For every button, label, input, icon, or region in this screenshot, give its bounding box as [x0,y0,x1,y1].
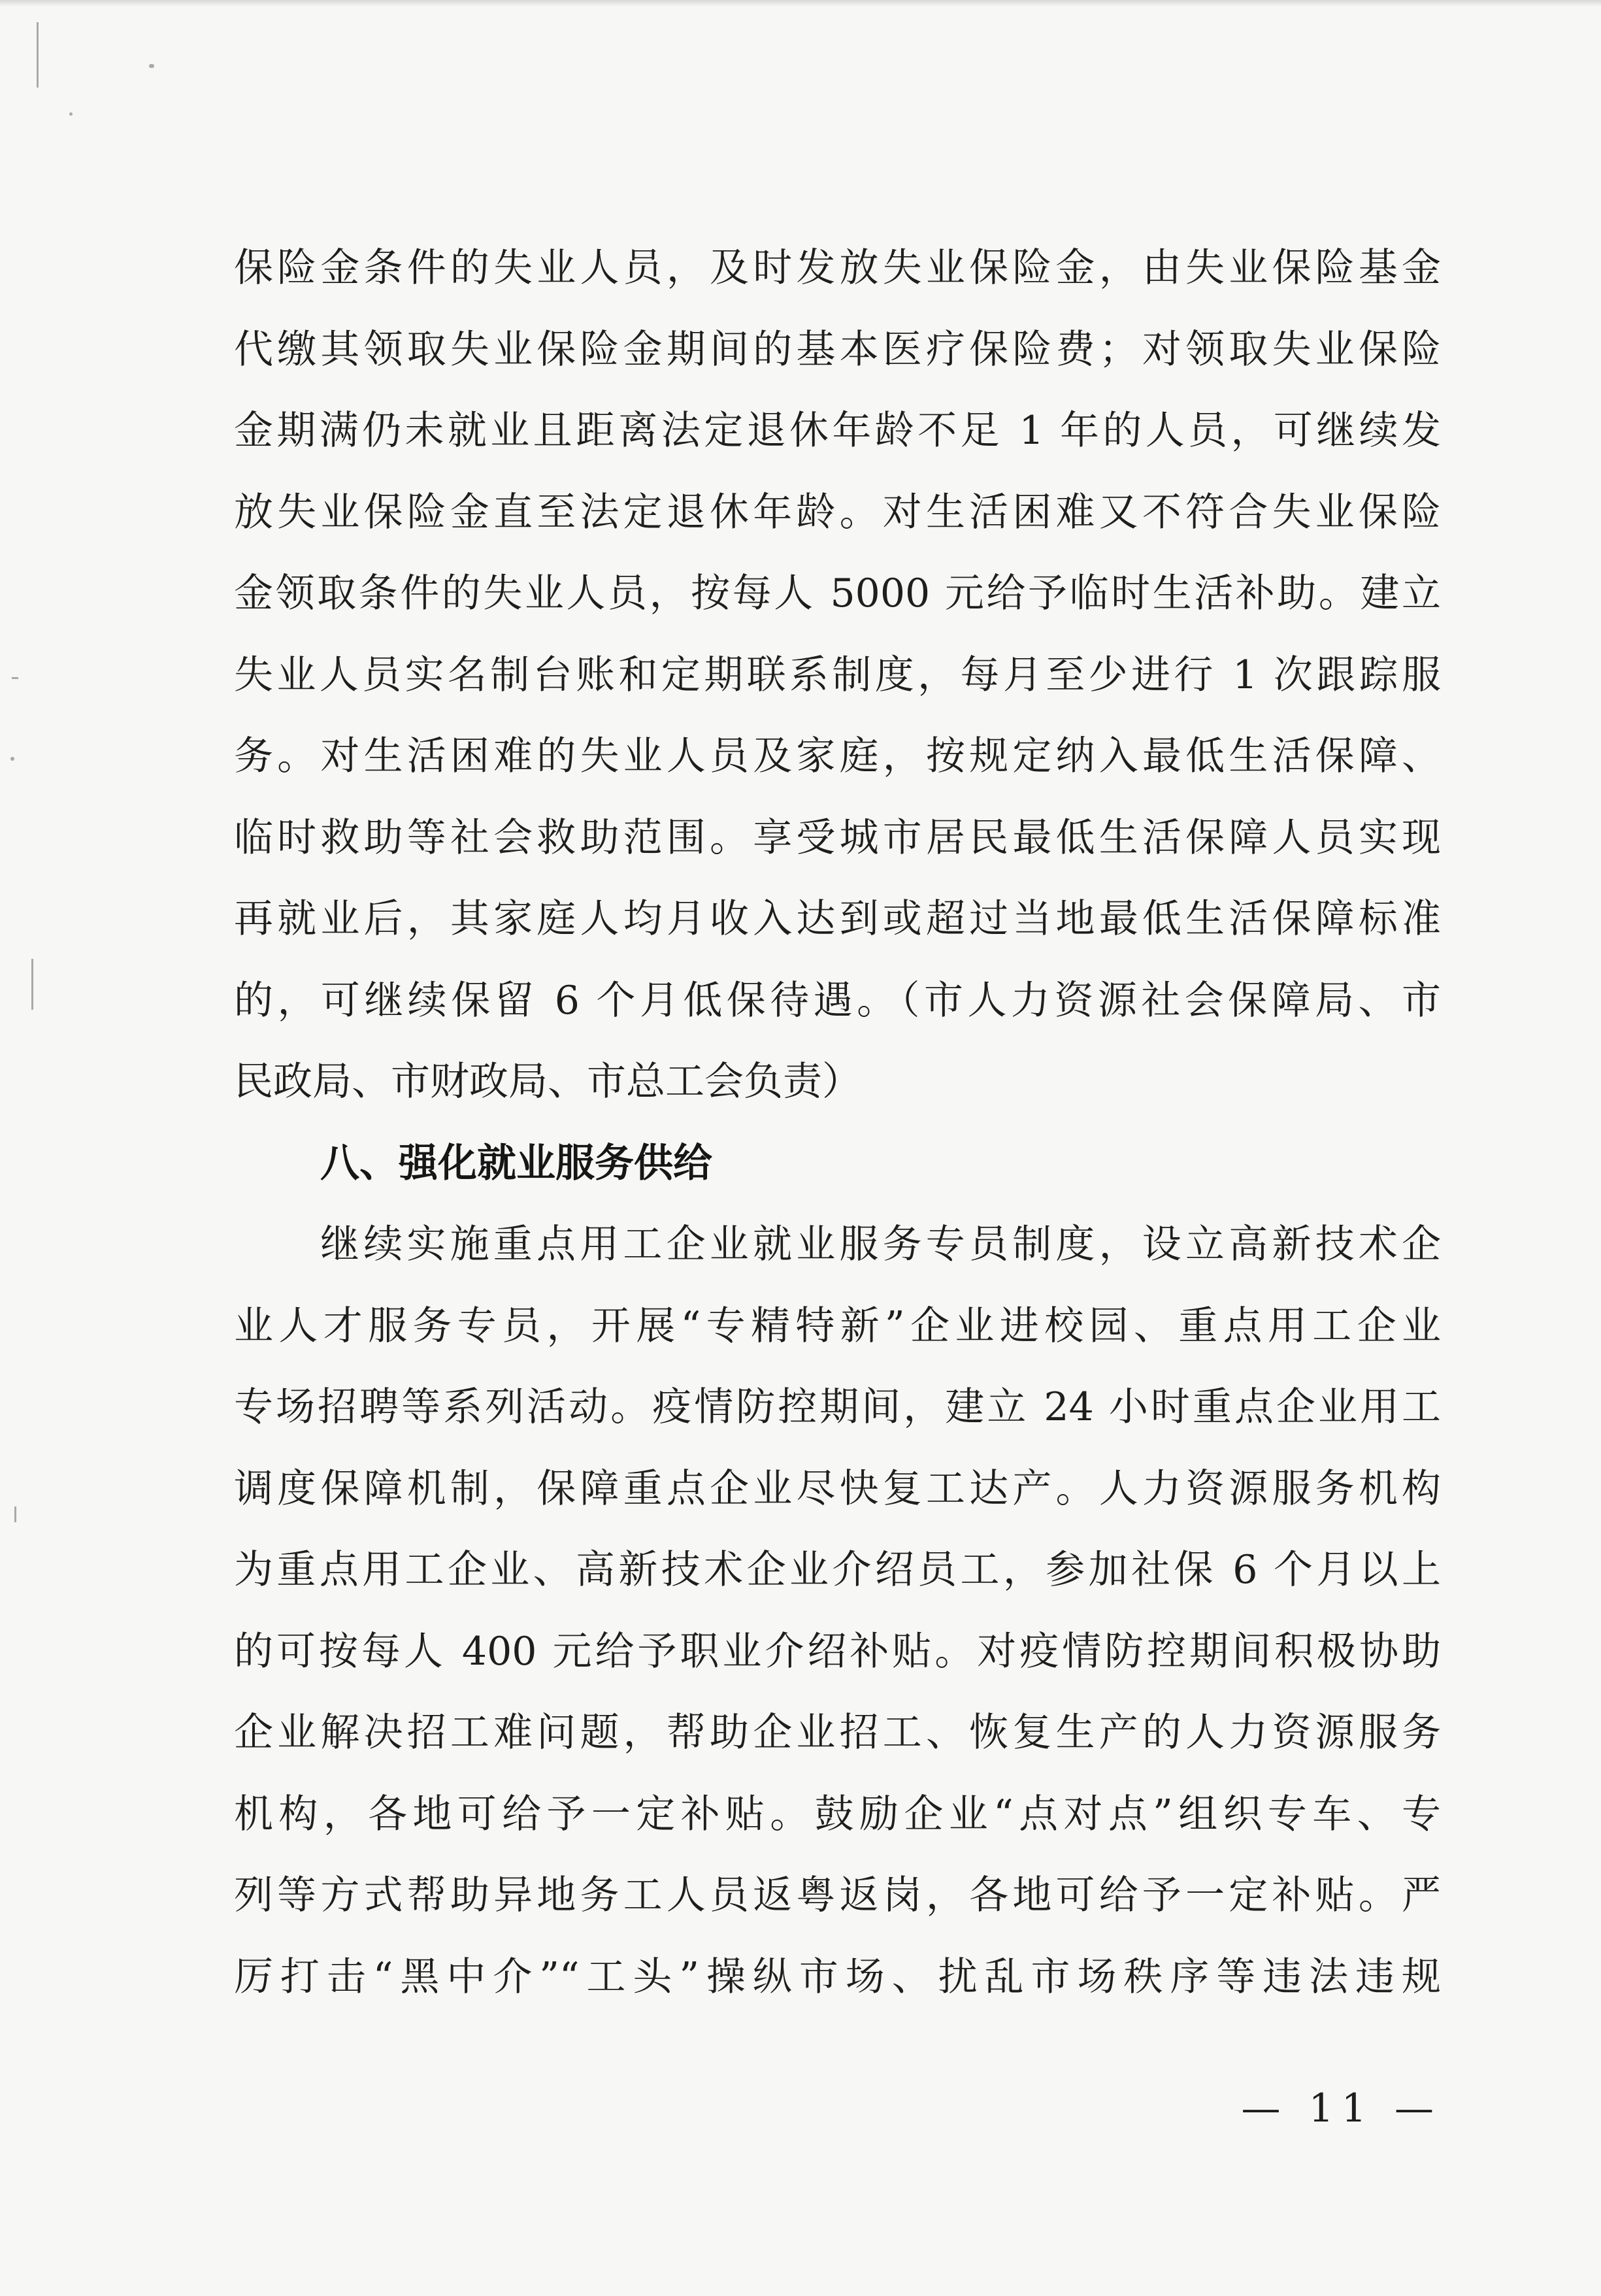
paragraph-1-line: 再就业后，其家庭人均月收入达到或超过当地最低生活保障标准 [234,896,1441,942]
scan-mark [10,757,14,761]
scan-mark [69,112,73,116]
paragraph-1-line: 保险金条件的失业人员，及时发放失业保险金，由失业保险基金 [234,245,1441,291]
scan-mark [12,677,18,679]
scan-mark [31,959,33,1010]
scan-mark [37,22,39,88]
paragraph-2-line: 的可按每人 400 元给予职业介绍补贴。对疫情防控期间积极协助 [234,1628,1441,1674]
paragraph-1-line: 民政局、市财政局、市总工会负责） [234,1059,861,1105]
paragraph-2-line: 继续实施重点用工企业就业服务专员制度，设立高新技术企 [320,1222,1441,1267]
paragraph-1-line: 金领取条件的失业人员，按每人 5000 元给予临时生活补助。建立 [234,571,1441,616]
paragraph-1-line: 金期满仍未就业且距离法定退休年龄不足 1 年的人员，可继续发 [234,408,1441,454]
scan-mark [14,1506,16,1522]
paragraph-2-line: 调度保障机制，保障重点企业尽快复工达产。人力资源服务机构 [234,1465,1441,1512]
section-heading: 八、强化就业服务供给 [320,1140,712,1186]
paragraph-1-line: 临时救助等社会救助范围。享受城市居民最低生活保障人员实现 [234,814,1441,861]
paragraph-1-line: 代缴其领取失业保险金期间的基本医疗保险费；对领取失业保险 [234,326,1441,373]
scan-top-edge [0,0,1601,7]
paragraph-1-line: 的，可继续保留 6 个月低保待遇。（市人力资源社会保障局、市 [234,977,1441,1023]
paragraph-2-line: 业人才服务专员，开展“专精特新”企业进校园、重点用工企业 [234,1303,1441,1349]
paragraph-2-line: 为重点用工企业、高新技术企业介绍员工，参加社保 6 个月以上 [234,1547,1441,1593]
paragraph-1-line: 务。对生活困难的失业人员及家庭，按规定纳入最低生活保障、 [234,733,1441,779]
paragraph-1-line: 失业人员实名制台账和定期联系制度，每月至少进行 1 次跟踪服 [234,652,1441,698]
paragraph-2-line: 专场招聘等系列活动。疫情防控期间，建立 24 小时重点企业用工 [234,1384,1441,1430]
paragraph-2-line: 列等方式帮助异地务工人员返粤返岗，各地可给予一定补贴。严 [234,1872,1441,1918]
paragraph-2-line: 企业解决招工难问题，帮助企业招工、恢复生产的人力资源服务 [234,1710,1441,1755]
page-number: — 11 — [1241,2086,1442,2131]
body-text [234,227,1441,2018]
paragraph-2-line: 机构，各地可给予一定补贴。鼓励企业“点对点”组织专车、专 [234,1791,1441,1837]
paragraph-2-line: 厉打击“黑中介”“工头”操纵市场、扰乱市场秩序等违法违规 [234,1954,1441,2000]
paragraph-1-line: 放失业保险金直至法定退休年龄。对生活困难又不符合失业保险 [234,489,1441,535]
scan-mark [149,64,154,68]
